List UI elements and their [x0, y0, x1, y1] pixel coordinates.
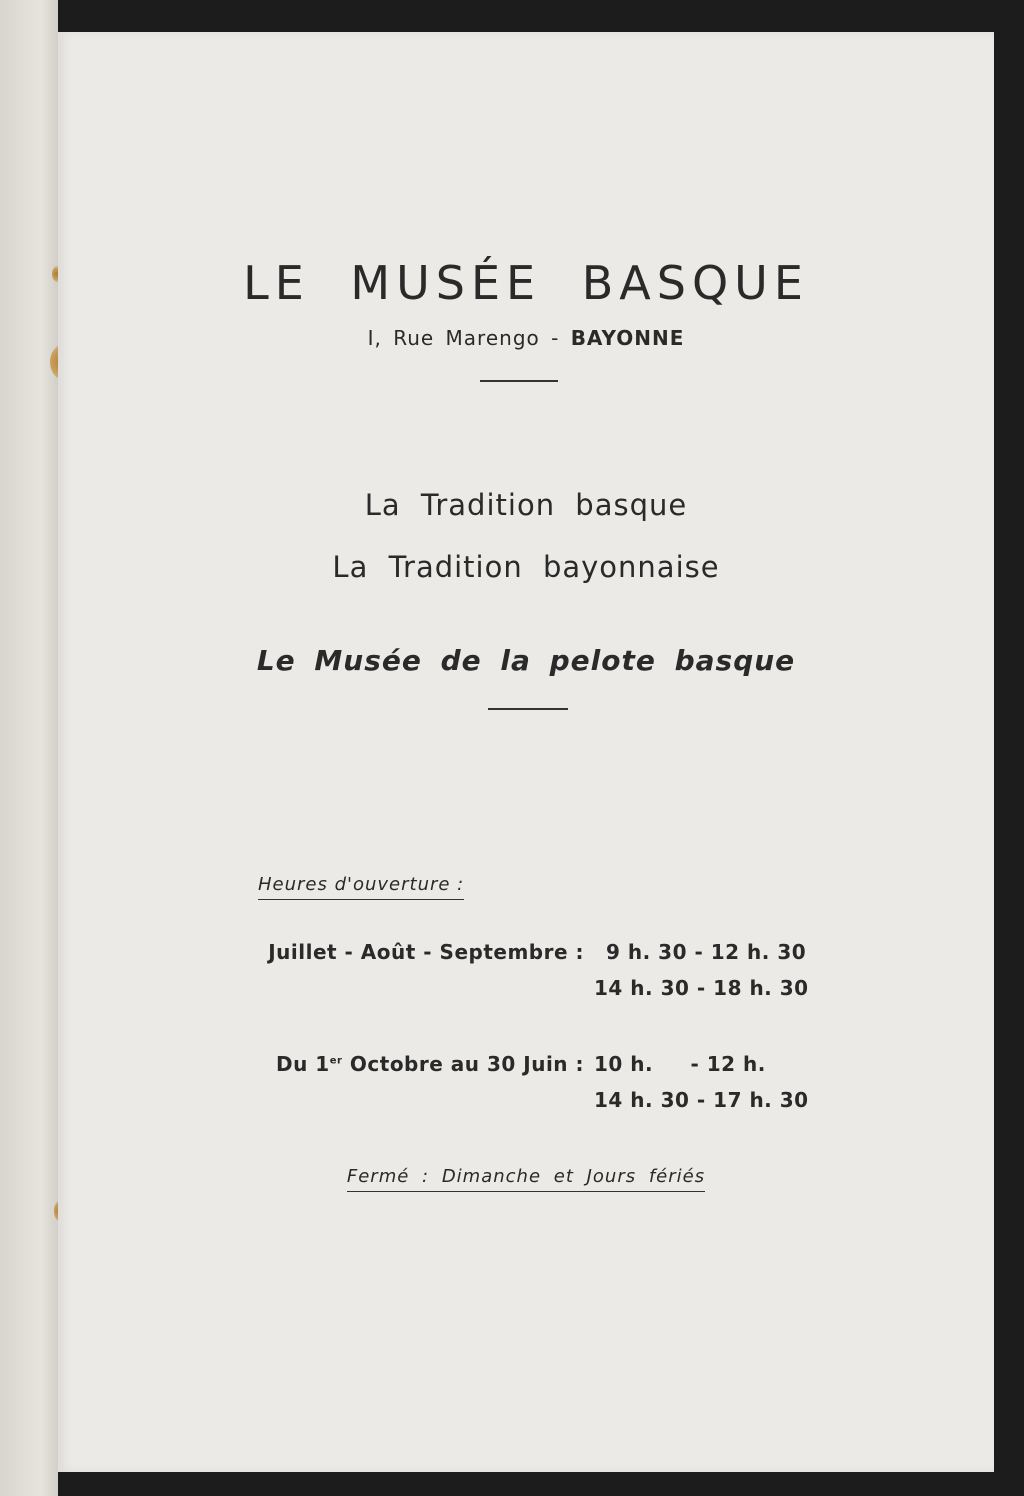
winter-afternoon-hours: 14 h. 30 - 17 h. 30	[594, 1088, 809, 1112]
summer-label: Juillet - Août - Septembre :	[268, 940, 584, 964]
document-page	[58, 32, 994, 1472]
closed-days	[58, 1166, 994, 1187]
address-line	[58, 326, 994, 350]
winter-label-prefix: Du 1	[276, 1052, 330, 1076]
divider	[480, 380, 558, 382]
winter-label-suffix: Octobre au 30 Juin :	[342, 1052, 584, 1076]
winter-label-sup: er	[329, 1055, 343, 1067]
winter-morning-hours: 10 h. - 12 h.	[594, 1052, 766, 1076]
closed-days-text: Fermé : Dimanche et Jours fériés	[347, 1166, 705, 1192]
summer-morning-hours: 9 h. 30 - 12 h. 30	[606, 940, 807, 964]
facing-page-edge	[0, 0, 58, 1496]
tradition-basque: La Tradition basque	[364, 488, 688, 522]
tradition-bayonnaise: La Tradition bayonnaise	[332, 550, 720, 584]
street-address: I, Rue Marengo -	[367, 326, 560, 350]
hours-heading: Heures d'ouverture :	[258, 874, 464, 900]
divider	[488, 708, 568, 710]
winter-label	[244, 1052, 584, 1076]
city-name: BAYONNE	[570, 326, 685, 350]
subtitle: Le Musée de la pelote basque	[256, 644, 796, 677]
summer-afternoon-hours: 14 h. 30 - 18 h. 30	[594, 976, 809, 1000]
page-title: LE MUSÉE BASQUE	[243, 256, 809, 310]
